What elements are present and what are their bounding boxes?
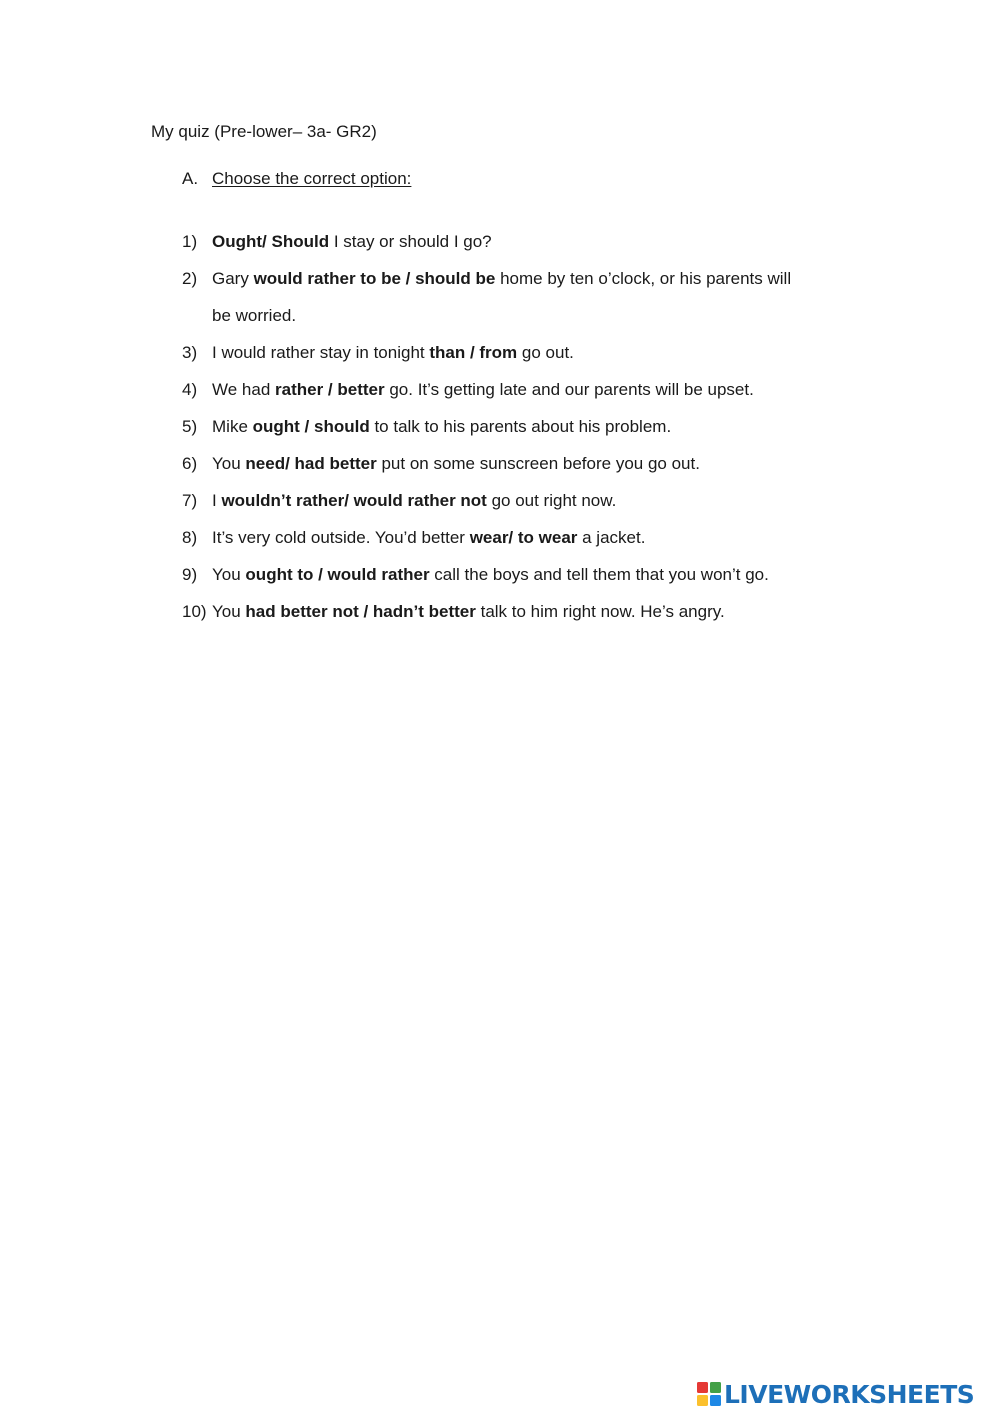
question-number: 8) <box>182 528 198 547</box>
question-text-pre: We had <box>212 380 276 399</box>
question-number: 10) <box>182 602 207 621</box>
question-options: wear/ to wear <box>469 528 578 547</box>
question-list <box>182 223 862 630</box>
question-number: 5) <box>182 417 198 436</box>
question-text-post: to talk to his parents about his problem. <box>369 417 672 436</box>
question-options: wouldn’t rather/ would rather not <box>221 491 487 510</box>
question-text-post: go out right now. <box>486 491 617 510</box>
question-text-post: I stay or should I go? <box>329 232 492 251</box>
question-options: would rather to be / should be <box>253 269 496 288</box>
logo-tile-v <box>697 1395 708 1406</box>
question-number: 6) <box>182 454 198 473</box>
section-instruction: Choose the correct option: <box>212 169 412 188</box>
logo-wordmark: LIVEWORKSHEETS <box>724 1379 975 1409</box>
question-number: 7) <box>182 491 198 510</box>
question-item <box>182 334 862 371</box>
question-item <box>182 223 862 260</box>
question-text-post: go. It’s getting late and our parents will be upset. <box>384 380 754 399</box>
question-text-post: call the boys and tell them that you won’t go. <box>429 565 769 584</box>
question-number: 2) <box>182 269 198 288</box>
question-text-pre: Gary <box>212 269 254 288</box>
question-item <box>182 519 862 556</box>
question-text-pre: You <box>212 454 246 473</box>
question-item <box>182 260 862 334</box>
liveworksheets-logo[interactable] <box>697 1378 974 1410</box>
document-title: My quiz (Pre-lower– 3a- GR2) <box>151 122 377 141</box>
liveworksheets-logo-icon <box>697 1382 721 1406</box>
logo-tile-e <box>710 1395 721 1406</box>
question-text-post: a jacket. <box>577 528 646 547</box>
question-options: Ought/ Should <box>212 232 330 251</box>
question-text-post: home by ten o’clock, or his parents will <box>495 269 792 288</box>
question-item <box>182 445 862 482</box>
question-text-pre: Mike <box>212 417 253 436</box>
question-options: ought / should <box>252 417 370 436</box>
question-number: 4) <box>182 380 198 399</box>
logo-tile-i <box>710 1382 721 1393</box>
question-options: rather / better <box>275 380 385 399</box>
question-text-post: go out. <box>517 343 574 362</box>
question-item <box>182 593 862 630</box>
question-options: had better not / hadn’t better <box>245 602 476 621</box>
question-item <box>182 482 862 519</box>
question-text-post: put on some sunscreen before you go out. <box>376 454 700 473</box>
question-number: 3) <box>182 343 198 362</box>
question-number: 1) <box>182 232 198 251</box>
section-a-heading <box>182 168 411 190</box>
question-options: than / from <box>429 343 518 362</box>
question-text-pre: It’s very cold outside. You’d better <box>212 528 470 547</box>
question-text-post: talk to him right now. He’s angry. <box>475 602 725 621</box>
question-number: 9) <box>182 565 198 584</box>
question-item <box>182 408 862 445</box>
question-item <box>182 556 862 593</box>
question-text-pre: I would rather stay in tonight <box>212 343 430 362</box>
question-item <box>182 371 862 408</box>
logo-tile-l <box>697 1382 708 1393</box>
question-text-pre: I <box>212 491 222 510</box>
question-text-pre: You <box>212 602 246 621</box>
question-options: ought to / would rather <box>245 565 430 584</box>
question-text-continuation: be worried. <box>212 306 297 325</box>
question-options: need/ had better <box>245 454 377 473</box>
section-letter: A. <box>182 169 199 188</box>
question-text-pre: You <box>212 565 246 584</box>
